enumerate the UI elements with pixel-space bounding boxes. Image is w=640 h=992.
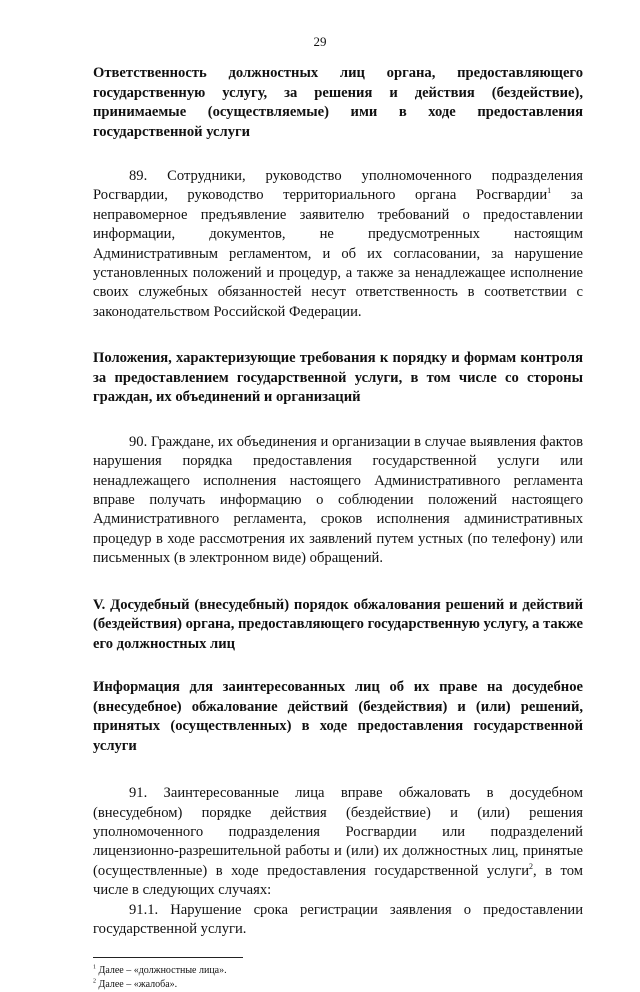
footnote-ref-2: 2	[529, 861, 534, 871]
section-heading-appeal-info: Информация для заинтересованных лиц об их праве на досудебное (внесудебное) обжалование действий (бездействия) и (или) решений, принятых (осуществленных) в ходе предоставления государственной услуги	[93, 679, 583, 754]
section-heading-responsibility: Ответственность должностных лиц органа, предоставляющего государственную услугу, за решения и действия (бездействие), принимаемые (осуществляемые) ими в ходе предоставления государственной услуги	[93, 65, 583, 140]
footnote-2-text: Далее – «жалоба».	[96, 979, 178, 991]
section-heading-control: Положения, характеризующие требования к порядку и формам контроля за предоставлением государственной услуги, в том числе со стороны граждан, их объединений и организаций	[93, 350, 583, 406]
footnote-divider	[93, 957, 243, 958]
footnote-2-marker: 2	[93, 979, 96, 986]
footnote-1-marker: 1	[93, 965, 96, 972]
paragraph-90: 90. Граждане, их объединения и организации в случае выявления фактов нарушения порядка предоставления государственной услуги или ненадлежащего исполнения настоящего Административного регламента вправе получать информацию о соблюдении положений настоящего Административного регламента, сроков исполнения административных процедур в ходе рассмотрения их заявлений путем устных (по телефону) или письменных (в электронном виде) обращений.	[93, 433, 583, 567]
footnote-1-text: Далее – «должностные лица».	[96, 965, 227, 977]
footnote-1	[93, 964, 583, 978]
paragraph-91-1: 91.1. Нарушение срока регистрации заявления о предоставлении государственной услуги.	[93, 901, 583, 937]
paragraph-89-text-a: 89. Сотрудники, руководство уполномоченного подразделения Росгвардии, руководство территориального органа Росгвардии	[93, 168, 583, 204]
footnote-ref-1: 1	[547, 186, 552, 196]
paragraph-89-text-b: за неправомерное предъявление заявителю требований о предоставлении информации, документов, не предусмотренных настоящим Административным регламентом, и об их согласовании, за нарушение установленных положений и процедур, а также за ненадлежащее исполнение своих служебных обязанностей несут ответственность в соответствии с законодательством Российской Федерации.	[93, 187, 583, 320]
paragraph-91	[93, 784, 583, 900]
footnote-2	[93, 978, 583, 992]
paragraph-91-text-b: , в том числе в следующих случаях:	[93, 862, 583, 899]
paragraph-89	[93, 167, 583, 322]
document-body	[93, 64, 583, 992]
page-number: 29	[313, 34, 327, 49]
paragraph-91-text-a: 91. Заинтересованные лица вправе обжаловать в досудебном (внесудебном) порядке действия (бездействие) и (или) решения уполномоченного подразделения Росгвардии или подразделений лицензионно-разрешительной работы и (или) их должностных лиц, принятые (осуществленные) в ходе предоставления государственной услуги	[93, 785, 583, 879]
chapter-heading-v: V. Досудебный (внесудебный) порядок обжалования решений и действий (бездействия) органа, предоставляющего государственную услугу, а также его должностных лиц	[93, 596, 583, 652]
